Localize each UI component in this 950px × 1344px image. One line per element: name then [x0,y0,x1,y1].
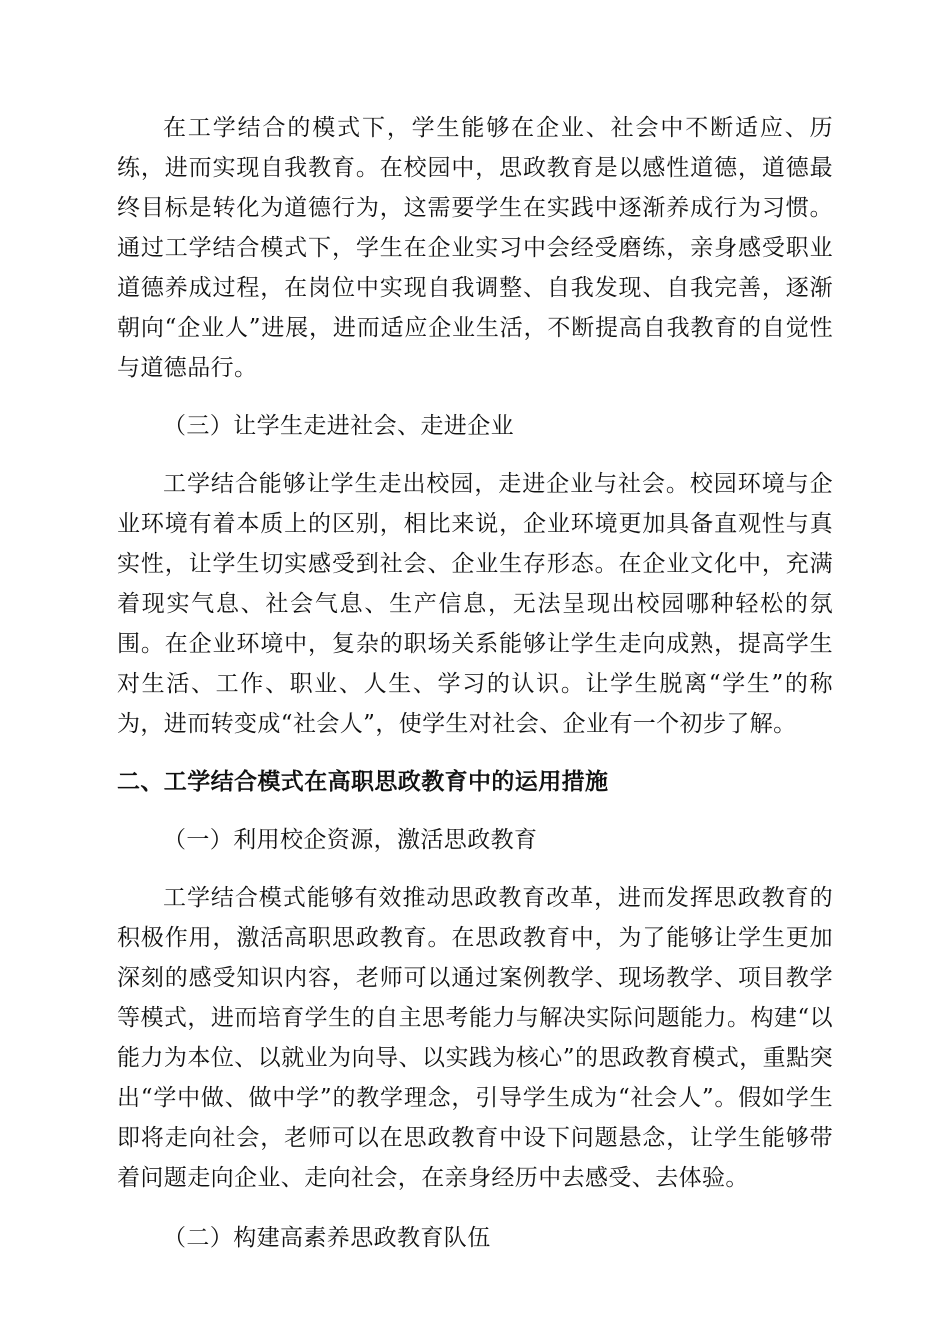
subheading-build-team: （二）构建高素养思政教育队伍 [163,1225,491,1251]
spacer [117,446,833,464]
spacer [117,860,833,878]
section-heading-measures: 二、工学结合模式在高职思政教育中的运用措施 [117,768,609,795]
spacer [117,1198,833,1218]
spacer [117,744,833,762]
paragraph-activate-education: 工学结合模式能够有效推动思政教育改革，进而发挥思政教育的积极作用，激活高职思政教育。在思政教育中，为了能够让学生更加深刻的感受知识内容，老师可以通过案例教学、现场教学、项目教学等模式，进而培育学生的自主思考能力与解决实际问题能力。构建“以能力为本位、以就业为向导、以实践为核心”的思政教育模式，重點突出“学中做、做中学”的教学理念，引导学生成为“社会人”。假如学生即将走向社会，老师可以在思政教育中设下问题悬念，让学生能够带着问题走向企业、走向社会，在亲身经历中去感受、去体验。 [117,885,833,1191]
spacer [117,388,833,406]
document-page [117,108,833,1258]
subheading-school-enterprise-resources: （一）利用校企资源，激活思政教育 [163,827,538,853]
paragraph-enter-enterprise: 工学结合能够让学生走出校园，走进企业与社会。校园环境与企业环境有着本质上的区别，相比来说，企业环境更加具备直观性与真实性，让学生切实感受到社会、企业生存形态。在企业文化中，充满着现实气息、社会气息、生产信息，无法呈现出校园哪种轻松的氛围。在企业环境中，复杂的职场关系能够让学生走向成熟，提高学生对生活、工作、职业、人生、学习的认识。让学生脱离“学生”的称为，进而转变成“社会人”，使学生对社会、企业有一个初步了解。 [117,471,833,737]
spacer [117,802,833,820]
subheading-enter-society: （三）让学生走进社会、走进企业 [163,413,514,439]
paragraph-self-education: 在工学结合的模式下，学生能够在企业、社会中不断适应、历练，进而实现自我教育。在校园中，思政教育是以感性道德，道德最终目标是转化为道德行为，这需要学生在实践中逐渐养成行为习惯。通过工学结合模式下，学生在企业实习中会经受磨练，亲身感受职业道德养成过程，在岗位中实现自我调整、自我发现、自我完善，逐渐朝向“企业人”进展，进而适应企业生活，不断提高自我教育的自觉性与道德品行。 [117,115,833,381]
